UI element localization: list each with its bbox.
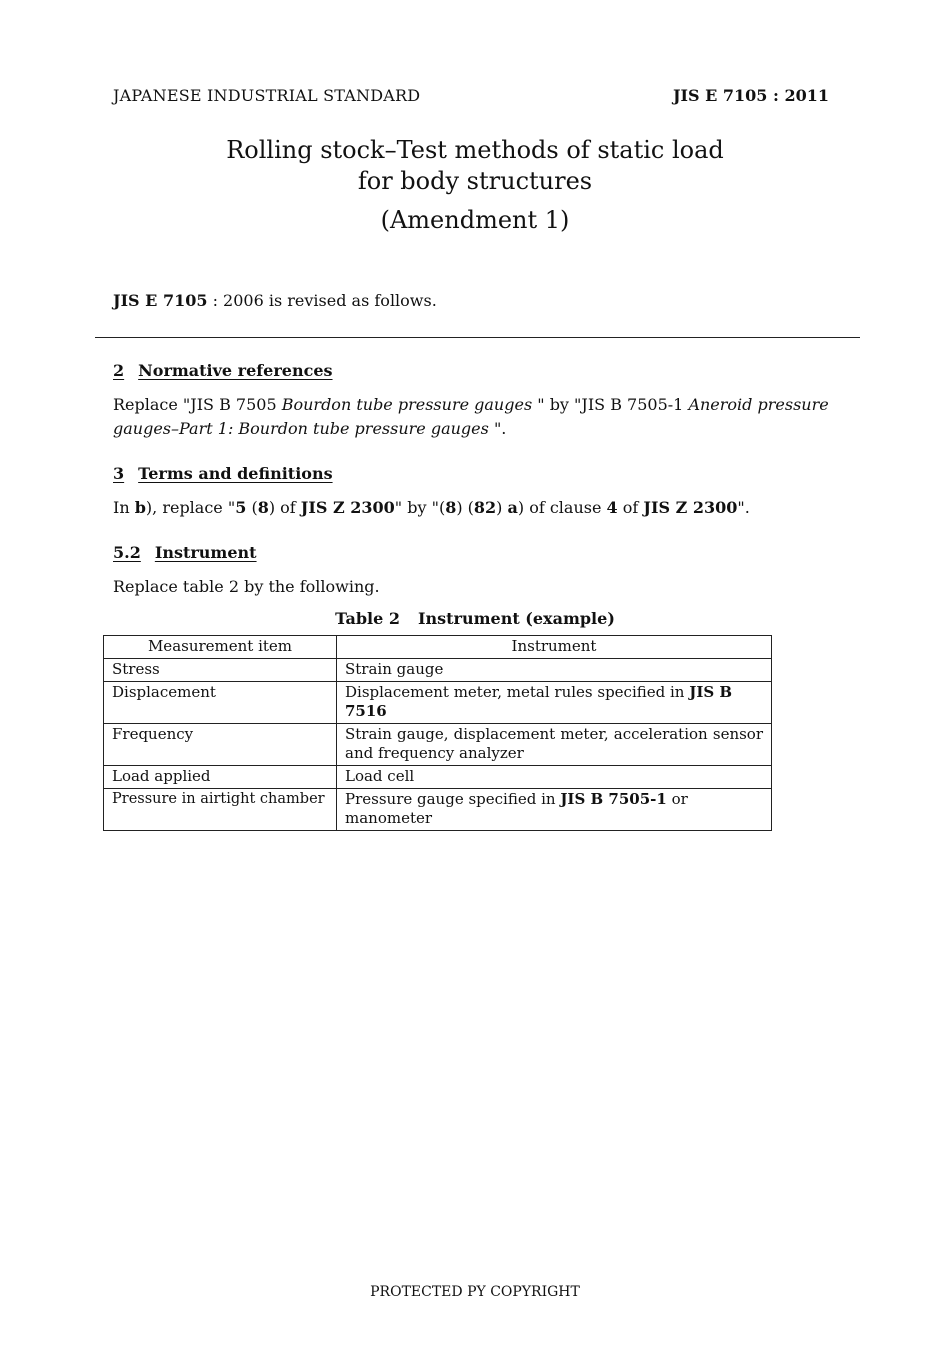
section-number: 2 — [113, 361, 125, 380]
text-run: of — [617, 498, 644, 517]
text-run-bold: b — [134, 498, 146, 517]
instrument-table — [103, 635, 772, 831]
document-title-amendment: (Amendment 1) — [380, 206, 570, 234]
text-run-bold: 5 — [235, 498, 247, 517]
table-row — [104, 789, 772, 831]
cell-instrument-text: Pressure gauge specified in — [345, 790, 561, 808]
text-run-italic: Aneroid pressure gauges–Part 1: Bourdon tube pressure gauges — [113, 395, 829, 438]
section-title: Instrument — [154, 543, 257, 562]
table-caption-title: Instrument (example) — [418, 609, 615, 628]
table-row — [104, 766, 772, 789]
intro-paragraph — [113, 291, 437, 310]
cell-measurement-item: Displacement — [104, 682, 337, 724]
text-run: ), replace " — [145, 498, 236, 517]
text-run: " by "JIS B 7505-1 — [532, 395, 689, 414]
text-run-bold: 8 — [445, 498, 457, 517]
text-run: ) of — [268, 498, 301, 517]
text-run-bold: 8 — [257, 498, 269, 517]
text-run-bold: a — [507, 498, 518, 517]
table-row — [104, 682, 772, 724]
cell-instrument: Load cell — [337, 766, 772, 789]
text-run: ) — [496, 498, 508, 517]
table-caption-label: Table 2 — [335, 609, 400, 628]
text-run: ". — [488, 419, 507, 438]
text-run: ) ( — [456, 498, 474, 517]
table-row — [104, 724, 772, 766]
section-heading-normative-references — [113, 361, 333, 380]
text-run-bold: JIS Z 2300 — [300, 498, 395, 517]
section-paragraph-instrument: Replace table 2 by the following. — [113, 577, 380, 596]
table-caption — [0, 609, 950, 628]
cell-instrument: Strain gauge — [337, 659, 772, 682]
document-title-line-2: for body structures — [357, 167, 593, 195]
cell-instrument-standard: JIS B 7505-1 — [560, 790, 667, 808]
table-header-row — [104, 636, 772, 659]
text-run: ( — [246, 498, 258, 517]
horizontal-divider — [95, 337, 860, 338]
section-heading-instrument — [113, 543, 257, 562]
cell-instrument — [337, 789, 772, 831]
cell-measurement-item: Frequency — [104, 724, 337, 766]
text-run-italic: Bourdon tube pressure gauges — [281, 395, 533, 414]
column-header-measurement-item: Measurement item — [104, 636, 337, 659]
cell-instrument-standard: JIS B 7516 — [345, 683, 733, 720]
section-paragraph-terms-definitions — [113, 496, 848, 520]
text-run: In — [113, 498, 135, 517]
text-run-bold: 82 — [473, 498, 497, 517]
text-run: " by "( — [394, 498, 446, 517]
copyright-footer: PROTECTED PY COPYRIGHT — [370, 1284, 580, 1300]
header-standard-name: JAPANESE INDUSTRIAL STANDARD — [113, 86, 421, 105]
section-title: Terms and definitions — [138, 464, 333, 483]
section-paragraph-normative-references — [113, 393, 848, 441]
intro-text: : 2006 is revised as follows. — [207, 291, 437, 310]
cell-measurement-item: Stress — [104, 659, 337, 682]
section-heading-terms-definitions — [113, 464, 333, 483]
section-number: 3 — [113, 464, 125, 483]
cell-measurement-item: Load applied — [104, 766, 337, 789]
table-row — [104, 659, 772, 682]
cell-measurement-item: Pressure in airtight chamber — [104, 789, 337, 831]
text-run: ". — [737, 498, 750, 517]
cell-instrument — [337, 682, 772, 724]
column-header-instrument: Instrument — [337, 636, 772, 659]
cell-instrument-text: Displacement meter, metal rules specified in — [345, 683, 690, 701]
text-run-bold: JIS Z 2300 — [643, 498, 738, 517]
text-run-bold: 4 — [606, 498, 618, 517]
text-run: Replace "JIS B 7505 — [113, 395, 282, 414]
header-standard-number: JIS E 7105 : 2011 — [672, 86, 829, 105]
text-run: ) of clause — [517, 498, 607, 517]
cell-instrument: Strain gauge, displacement meter, acceleration sensor and frequency analyzer — [337, 724, 772, 766]
section-title: Normative references — [138, 361, 333, 380]
cell-instrument-text: or manometer — [345, 790, 688, 827]
document-title-line-1: Rolling stock–Test methods of static load — [226, 136, 724, 164]
section-number: 5.2 — [113, 543, 141, 562]
intro-standard-ref: JIS E 7105 — [113, 291, 208, 310]
